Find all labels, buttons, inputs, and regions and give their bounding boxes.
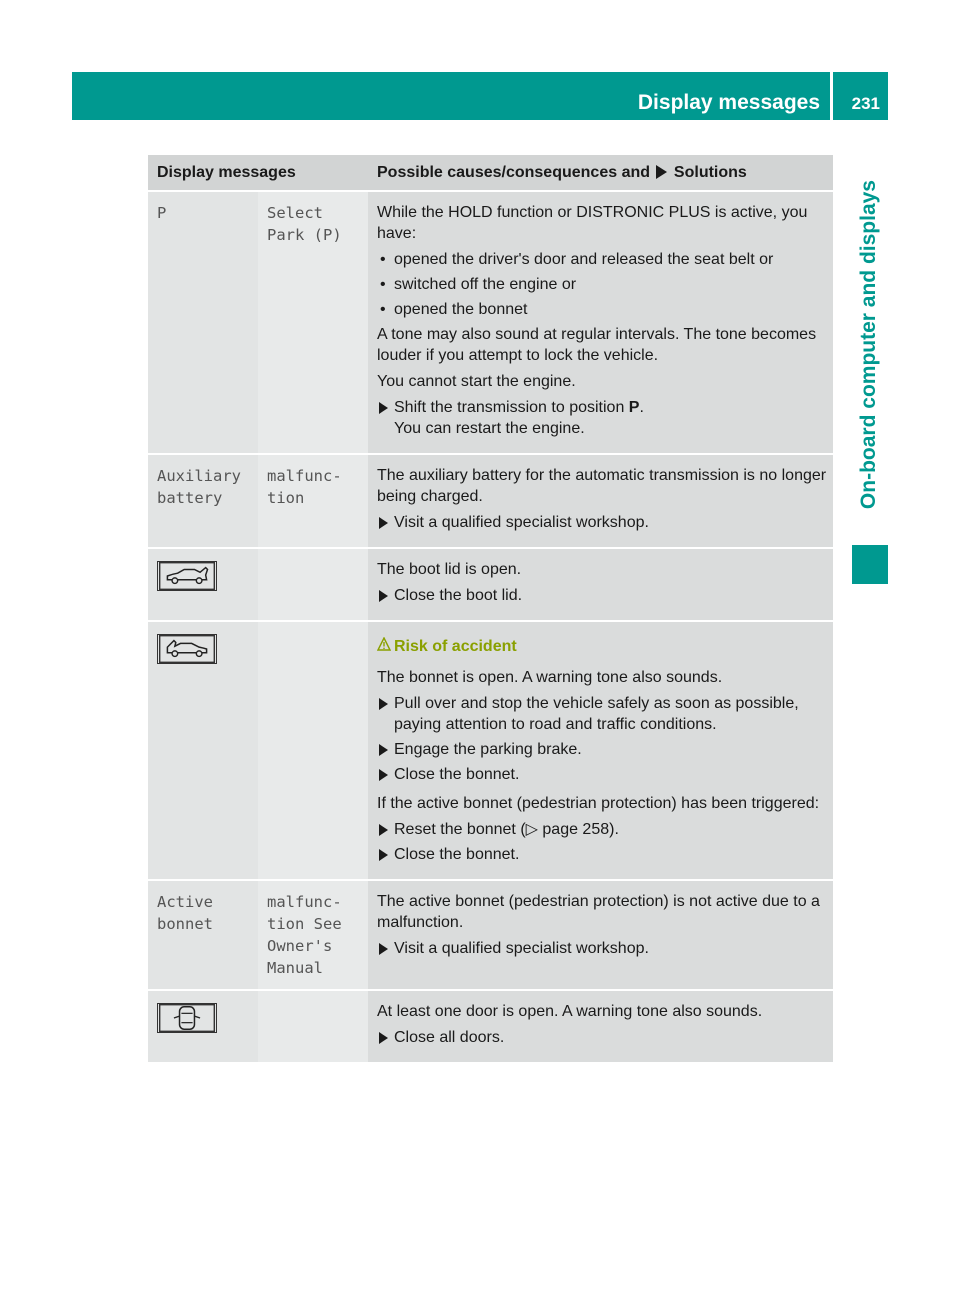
action-arrow-icon [379,517,388,529]
action-text: Close all doors. [394,1029,505,1046]
consequence-text: You cannot start the engine. [377,373,576,390]
solution-cell [368,549,833,622]
header-solutions-label: Solutions [673,163,747,181]
solution-cell [368,991,833,1064]
action-item [377,938,827,959]
table-row [148,455,833,549]
table-row [148,881,833,991]
cause-text: The auxiliary battery for the automatic transmission is no longer being charged. [377,467,827,505]
action-arrow-icon [379,744,388,756]
cause-text: The boot lid is open. [377,561,522,578]
message-detail-cell [258,881,368,991]
action-text: Visit a qualified specialist workshop. [394,940,649,957]
message-detail: Select Park (P) [267,204,342,244]
action-text: Reset the bonnet (▷ page 258). [394,821,619,838]
bullet-item: • opened the driver's door and released the seat belt or [377,249,827,270]
table-row [148,549,833,622]
column-header-display-messages: Display messages [148,155,368,192]
consequence-text: A tone may also sound at regular intervals. The tone becomes louder if you attempt to lock the vehicle. [377,326,817,364]
message-cell [148,455,258,549]
column-header-solutions [368,155,833,192]
table-header-row [148,155,833,192]
boot-open-icon [157,561,217,591]
solution-cell [368,881,833,991]
action-arrow-icon [379,402,388,414]
cause-text: At least one door is open. A warning tone also sounds. [377,1003,763,1020]
page-number: 231 [851,94,880,113]
condition-text: If the active bonnet (pedestrian protection) has been triggered: [377,795,820,812]
solution-cell [368,192,833,455]
action-text: Shift the transmission to position [394,399,629,416]
page-header [72,72,888,120]
message-text: Auxiliary battery [157,467,241,507]
side-tab [849,180,889,530]
bonnet-open-icon [157,634,217,664]
message-text: Active bonnet [157,893,213,933]
message-cell [148,549,258,622]
action-item [377,819,827,840]
header-causes-label: Possible causes/consequences and [377,163,651,181]
action-item [377,693,827,735]
action-arrow-icon [379,590,388,602]
action-arrow-icon [379,824,388,836]
cause-text: The bonnet is open. A warning tone also sounds. [377,669,723,686]
message-cell [148,991,258,1064]
action-item [377,764,827,785]
action-item [377,585,827,606]
action-text: Engage the parking brake. [394,741,582,758]
display-messages-table [148,155,833,1064]
action-arrow-icon [379,943,388,955]
action-arrow-icon [379,698,388,710]
solution-arrow-icon [656,165,667,179]
message-detail-cell [258,192,368,455]
action-text: Pull over and stop the vehicle safely as soon as possible, paying attention to road and traffic conditions. [394,695,799,733]
header-separator [830,72,833,120]
action-text-end: . [639,399,644,416]
solution-cell [368,622,833,881]
solution-cell [368,455,833,549]
table-row [148,622,833,881]
cause-text: While the HOLD function or DISTRONIC PLUS is active, you have: [377,204,808,242]
table-row [148,991,833,1064]
action-arrow-icon [379,769,388,781]
message-cell [148,192,258,455]
action-text: Close the bonnet. [394,766,520,783]
message-detail: malfunc‐ tion See Owner's Manual [267,893,342,977]
action-arrow-icon [379,849,388,861]
message-cell [148,622,258,881]
side-tab-label: On-board computer and displays [857,180,880,510]
warning-notice [377,636,827,657]
message-detail-cell [258,455,368,549]
action-item [377,397,827,439]
warning-text: Risk of accident [394,638,517,655]
message-text: P [157,204,167,222]
action-arrow-icon [379,1032,388,1044]
action-text: Close the bonnet. [394,846,520,863]
bullet-item: • switched off the engine or [377,274,827,295]
message-cell [148,881,258,991]
message-detail-cell [258,622,368,881]
action-item [377,1027,827,1048]
table-row [148,192,833,455]
side-tab-block [852,545,888,584]
message-detail-cell [258,991,368,1064]
action-item [377,739,827,760]
bullet-item: • opened the bonnet [377,299,827,320]
action-text: Close the boot lid. [394,587,523,604]
action-text: Visit a qualified specialist workshop. [394,514,649,531]
door-open-icon [157,1003,217,1033]
action-result: You can restart the engine. [394,420,585,437]
section-title: Display messages [637,91,820,114]
cause-text: The active bonnet (pedestrian protection) is not active due to a malfunction. [377,893,820,931]
action-item [377,512,827,533]
action-emphasis: P [628,399,640,416]
message-detail-cell [258,549,368,622]
warning-triangle-icon [377,637,391,651]
message-detail: malfunc‐ tion [267,467,342,507]
action-item [377,844,827,865]
